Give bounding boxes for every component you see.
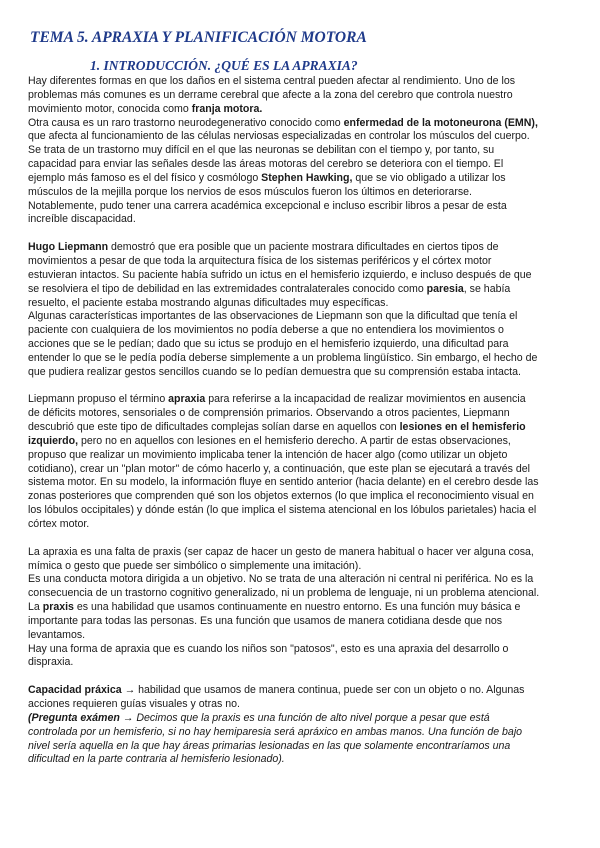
term-franja-motora: franja motora. [191,102,263,115]
term-apraxia: apraxia [168,393,206,406]
exam-note-label: (Pregunta exámen [28,711,120,724]
paragraph-3: Hugo Liepmann demostró que era posible que un paciente mostrara dificultades en ciertos tipos de movimientos a pesar de que toda la arquitectura física de los sistemas periféricos y el córtex motor estuvieran intactos. Su paciente había sufrido un ictus en el hemisferio izquierdo, e incluso después de que se resolviera el tipo de debilidad en las extremidades contralaterales conocido como paresia, se había resuelto, el paciente estaba mostrando algunas dificultades muy específicas. [28,241,532,309]
term-praxis: praxis [42,601,74,614]
paragraph-10: Capacidad práxica → habilidad que usamos de manera continua, puede ser con un objeto o no. Algunas acciones requieren guías visuales y otras no. [28,684,525,710]
term-stephen-hawking: Stephen Hawking, [261,171,353,184]
document-body [28,75,540,767]
term-emn: enfermedad de la motoneurona (EMN), [343,116,538,129]
paragraph-2: Otra causa es un raro trastorno neurodegenerativo conocido como enfermedad de la motoneurona (EMN), que afecta al funcionamiento de las células nerviosas especializadas en controlar los músculos del cuerpo. Se trata de un trastorno muy difícil en el que las neuronas se debilitan con el tiempo y, por tanto, su capacidad para enviar las señales desde las áreas motoras del cerebro se deteriora con el tiempo. El ejemplo más famoso es el del físico y cosmólogo Stephen Hawking, que se vio obligado a utilizar los músculos de la mejilla porque los nervios de esos músculos fueron los últimos en deteriorarse. Notablemente, pudo tener una carrera académica excepcional e incluso escribir libros a pesar de esta increíble discapacidad. [28,116,538,226]
paragraph-8: La praxis es una habilidad que usamos continuamente en nuestro entorno. Es una función muy básica e importante para todas las personas. Es una función que usamos de manera cotidiana desde que nos levantamos. [28,601,521,641]
term-capacidad-praxica: Capacidad práxica [28,684,122,697]
term-paresia: paresia [426,282,464,295]
paragraph-7: Es una conducta motora dirigida a un objetivo. No se trata de una alteración ni central ni periférica. No es la consecuencia de un trastorno cognitivo generalizado, ni un problema de lenguaje, ni un problema atencional. [28,573,540,600]
document-title: TEMA 5. APRAXIA Y PLANIFICACIÓN MOTORA [30,29,367,46]
term-hugo-liepmann: Hugo Liepmann [28,241,109,254]
section-heading: 1. INTRODUCCIÓN. ¿QUÉ ES LA APRAXIA? [90,58,358,73]
exam-note: (Pregunta exámen → Decimos que la praxis es una función de alto nivel porque a pesar que está controlada por un hemisferio, si no hay hemiparesia será apráxico en ambas manos. Una función de bajo nivel sería aquella en la que hay áreas primarias lesionadas en las que solamente encontraríamos una dificultad en la parte contraria al hemisferio lesionado). [28,711,523,766]
paragraph-1: Hay diferentes formas en que los daños en el sistema central pueden afectar al rendimiento. Uno de los problemas más comunes es un derrame cerebral que afecte a la zona del cerebro que controla nuestro movimiento motor, conocida como franja motora. [28,75,516,115]
paragraph-4: Algunas características importantes de las observaciones de Liepmann son que la dificultad que tenía el paciente con cualquiera de los movimientos no podía deberse a que no entendiera los movimientos o acciones que se le pedían; dado que su ictus se produjo en el hemisferio izquierdo, una dificultad para entender lo que se le pedía podía deberse simplemente a un problema lingüístico. Sin embargo, el hecho de que pudiera realizar gestos sencillos cuando se lo pedían demuestra que su comprensión estaba intacta. [28,310,538,378]
paragraph-6: La apraxia es una falta de praxis (ser capaz de hacer un gesto de manera habitual o hacer ver alguna cosa, mímica o gesto que puede ser simbólico o simplemente una imitación). [28,545,534,572]
paragraph-5: Liepmann propuso el término apraxia para referirse a la incapacidad de realizar movimientos en ausencia de déficits motores, sensoriales o de comprensión primarios. Observando a otros pacientes, Liepmann descubrió que este tipo de dificultades complejas solían darse en aquellos con lesiones en el hemisferio izquierdo, pero no en aquellos con lesiones en el hemisferio derecho. A partir de estas observaciones, propuso que realizar un movimiento implicaba tener la intención de hacer algo (como utilizar un objeto cotidiano), crear un "plan motor" de cómo hacerlo y, a continuación, que este plan se ejecutará a través del sistema motor. En su modelo, la información fluye en sentido anterior (hacia delante) en el cerebro desde las zonas posteriores que comprenden qué son los objetos externos (lo que implica el reconocimiento visual en los lóbulos occipitales) y dónde están (lo que implica el sistema atencional en los lóbulos parietales) hacia el córtex motor. [28,393,539,530]
term-lesiones-hemisferio-izquierdo: lesiones en el hemisferio izquierdo, [28,421,526,447]
paragraph-9: Hay una forma de apraxia que es cuando los niños son "patosos", esto es una apraxia del desarrollo o dispraxia. [28,642,509,669]
